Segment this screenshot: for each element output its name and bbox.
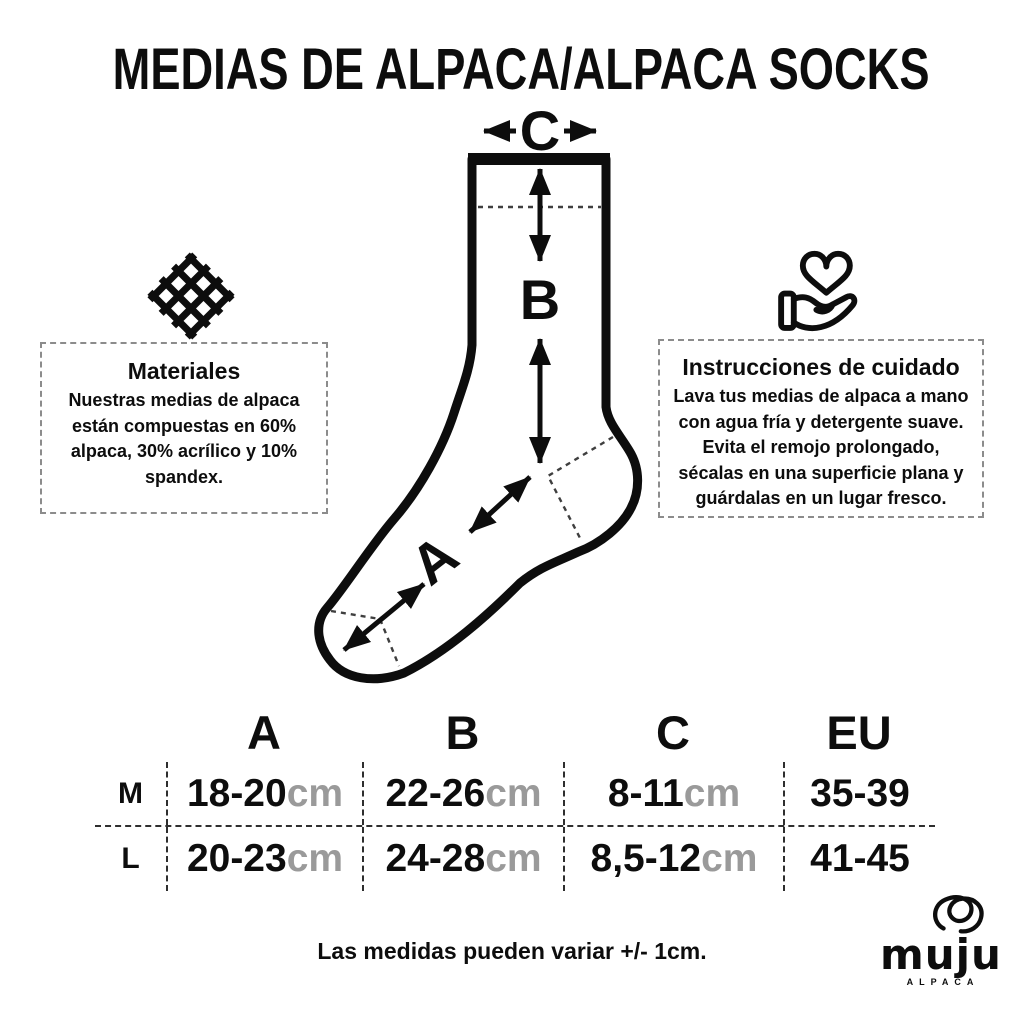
materials-box <box>40 342 328 514</box>
column-header-c: C <box>656 705 690 759</box>
brand-subtitle: ALPACA <box>906 976 980 987</box>
brand-logo <box>880 890 1000 987</box>
column-header-a: A <box>247 705 281 759</box>
heel-dashed-line <box>548 437 613 538</box>
fabric-weave-icon <box>147 252 235 340</box>
a-arrow-lower <box>344 584 424 650</box>
unit-label: cm <box>683 771 741 815</box>
cell-m-a: 18-20 cm <box>166 762 362 825</box>
label-a: A <box>398 522 470 597</box>
table-row-l <box>95 825 935 891</box>
unit-label: cm <box>485 771 542 815</box>
care-body: Lava tus medias de alpaca a mano con agua fría y detergente suave. Evita el remojo prolongado, sécalas en una superficie plana y guárdalas en un lugar fresco. <box>673 386 969 509</box>
cell-m-eu: 35-39 <box>783 762 935 825</box>
column-header-eu: EU <box>826 705 892 759</box>
tolerance-footnote: Las medidas pueden variar +/- 1cm. <box>317 938 707 964</box>
unit-label: cm <box>485 837 542 880</box>
size-label-l: L <box>121 842 140 875</box>
cell-l-c: 8,5-12 cm <box>563 827 783 891</box>
a-arrow-upper <box>470 477 530 532</box>
size-table <box>95 702 935 891</box>
hand-holding-heart-icon <box>770 243 870 337</box>
label-c: C <box>519 99 561 162</box>
cell-m-b: 22-26 cm <box>362 762 563 825</box>
unit-label: cm <box>286 771 344 815</box>
materials-heading: Materiales <box>127 358 241 384</box>
sock-outline <box>319 159 638 679</box>
toe-dashed-line <box>331 611 399 666</box>
brand-name: muju <box>880 930 1002 979</box>
unit-label: cm <box>286 837 344 880</box>
label-b: B <box>519 268 561 331</box>
cell-l-eu: 41-45 <box>783 827 935 891</box>
cell-l-a: 20-23 cm <box>166 827 362 891</box>
column-header-b: B <box>445 705 480 759</box>
size-label-m: M <box>118 776 143 810</box>
cell-m-c: 8-11 cm <box>563 762 783 825</box>
page-title: MEDIAS DE ALPACA/ALPACA SOCKS <box>112 37 930 102</box>
table-header-row <box>95 702 935 762</box>
care-instructions-box <box>658 339 984 518</box>
materials-body: Nuestras medias de alpaca están compuestas en 60% alpaca, 30% acrílico y 10% spandex. <box>68 390 300 487</box>
unit-label: cm <box>701 837 758 880</box>
cell-l-b: 24-28 cm <box>362 827 563 891</box>
table-row-m <box>95 762 935 825</box>
sock-diagram-svg <box>300 95 660 700</box>
sock-measurement-diagram <box>300 95 660 700</box>
care-heading: Instrucciones de cuidado <box>682 354 960 380</box>
